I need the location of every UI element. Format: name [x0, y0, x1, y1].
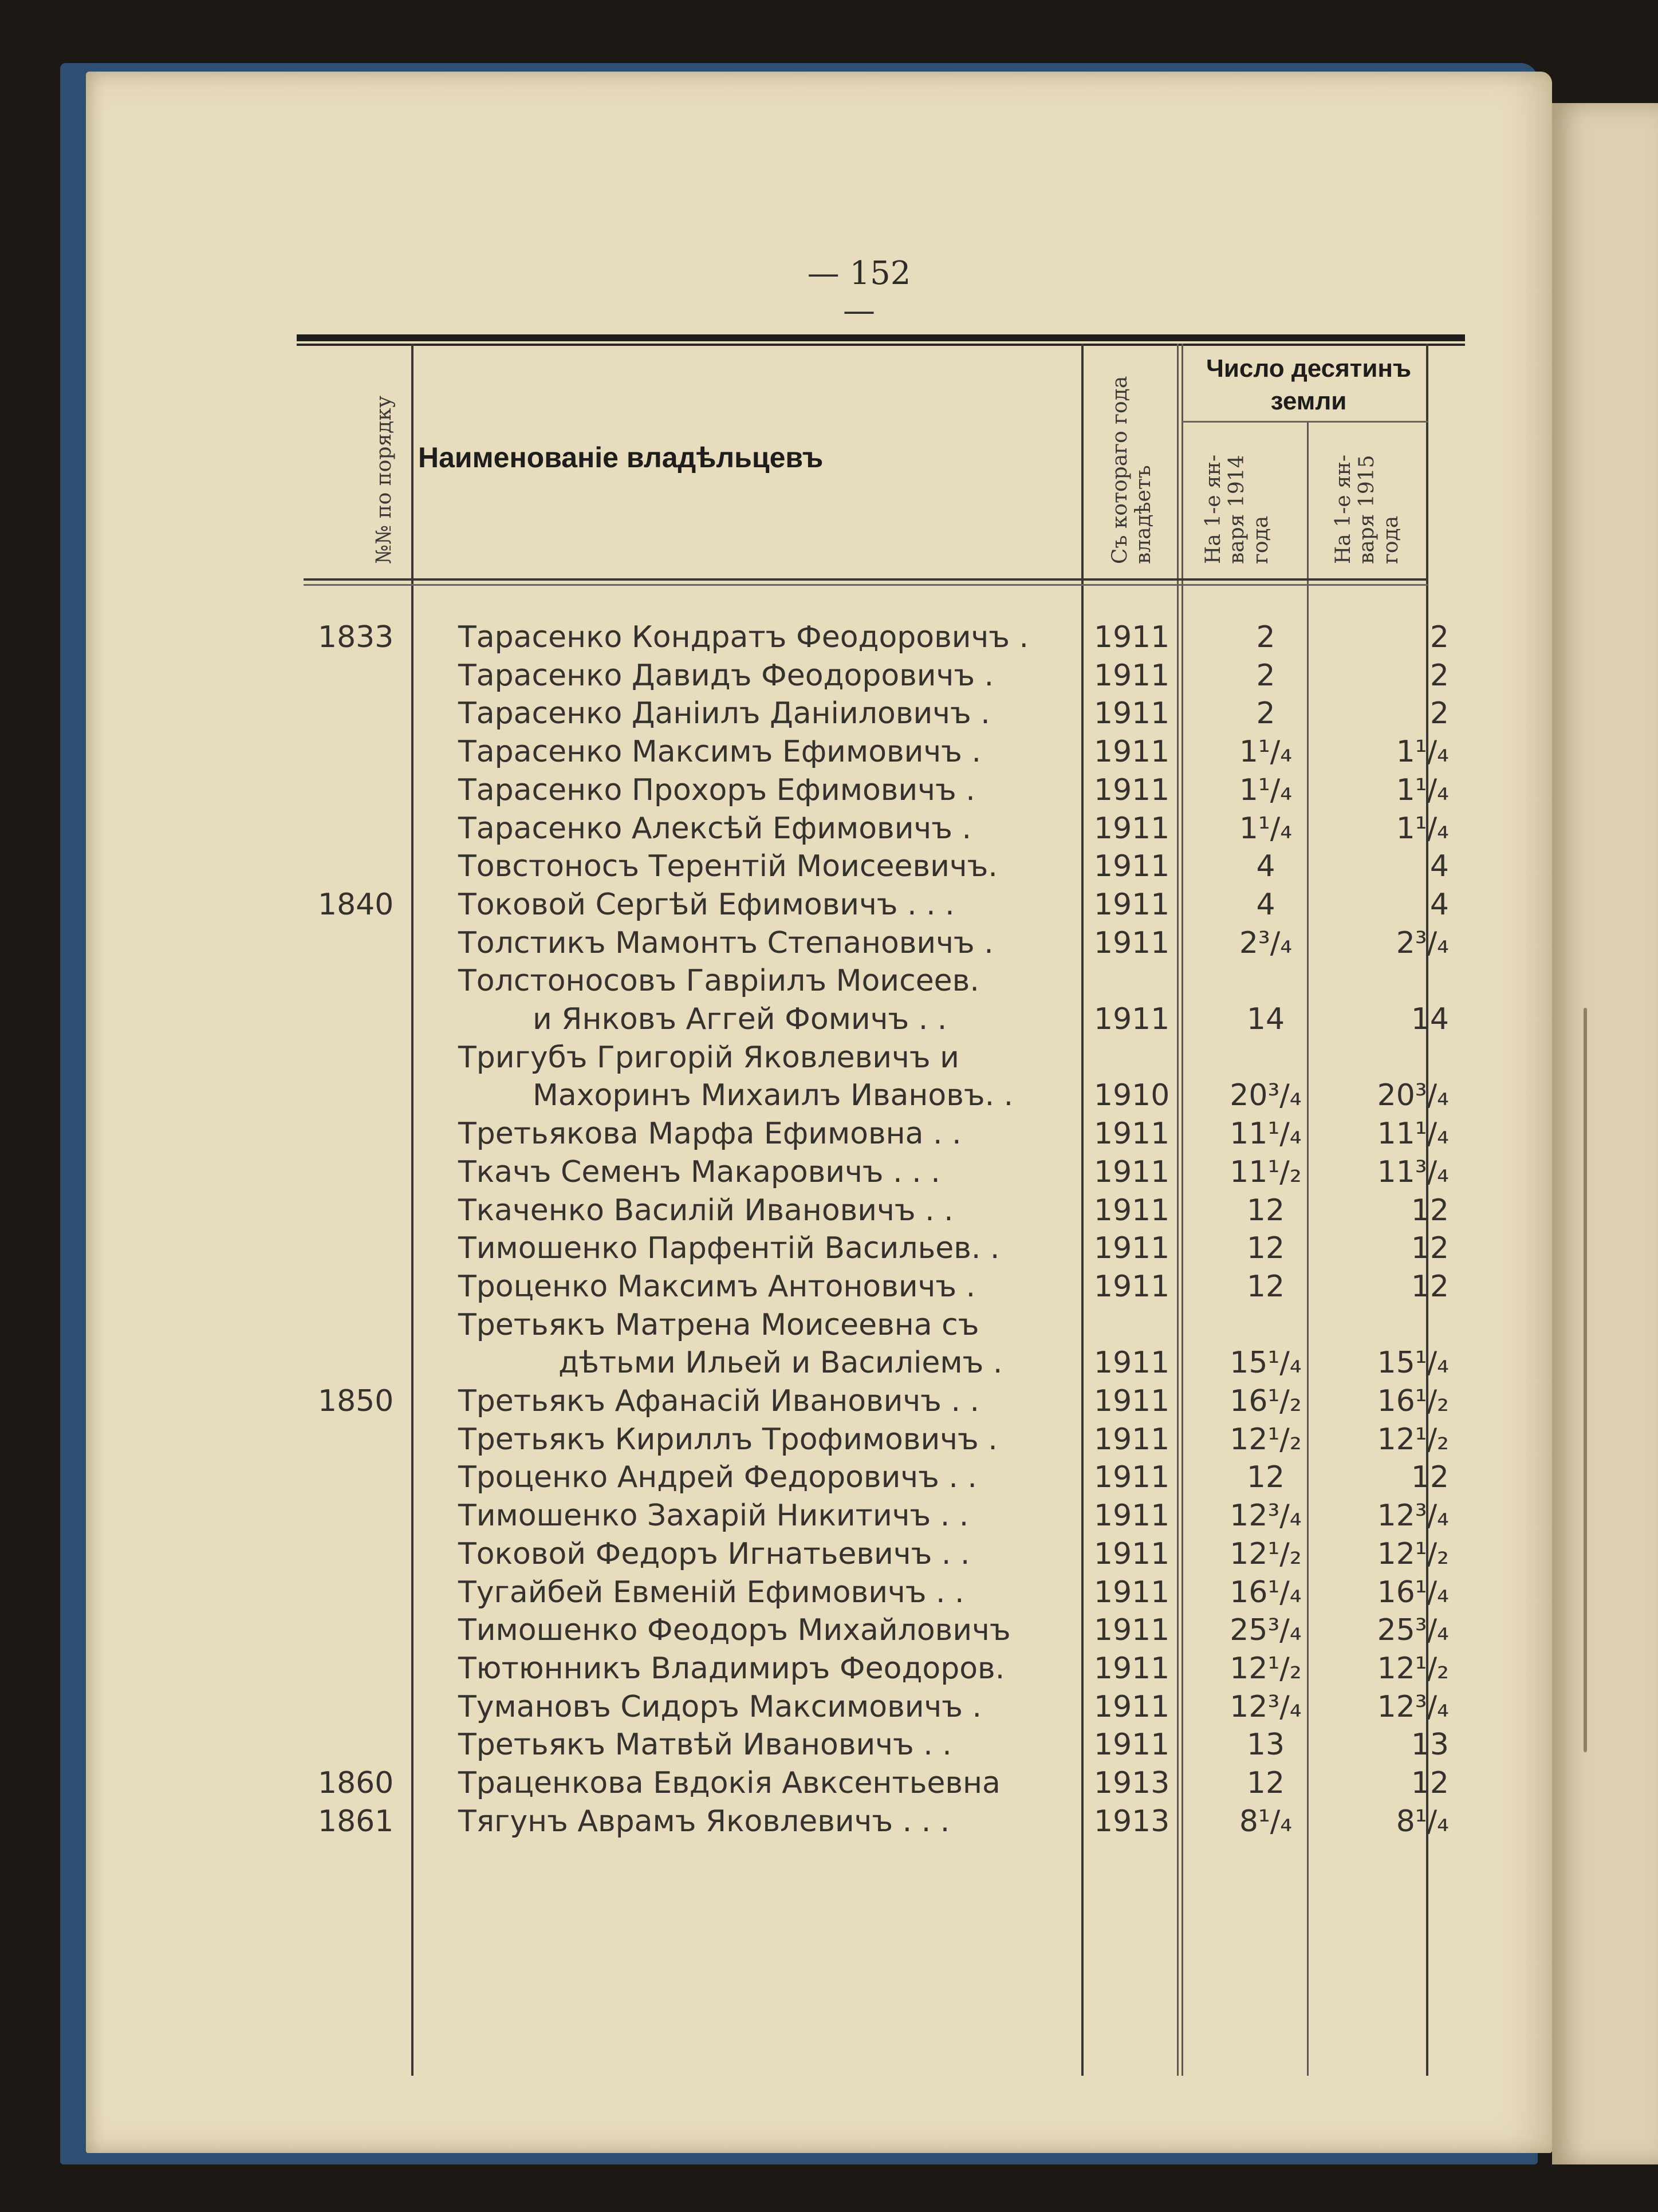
since-year: 1911 [1094, 696, 1170, 731]
table-row [0, 1611, 1466, 1649]
table-row [0, 1726, 1466, 1764]
owner-name: Тягунъ Аврамъ Яковлевичъ . . . [458, 1804, 950, 1839]
land-1914: 8¹/₄ [1239, 1804, 1293, 1839]
table-row [0, 1268, 1466, 1306]
owner-name: Ткаченко Василій Ивановичъ . . [458, 1193, 954, 1228]
land-1914: 2 [1256, 658, 1275, 693]
owner-name: Третьякъ Кириллъ Трофимовичъ . [458, 1422, 998, 1457]
land-1915: 4 [1429, 887, 1449, 922]
land-1914: 12³/₄ [1230, 1689, 1302, 1724]
owner-name: Махоринъ Михаилъ Ивановъ. . [533, 1078, 1014, 1113]
table-row [0, 1458, 1466, 1496]
land-1914: 2 [1256, 696, 1275, 731]
since-year: 1913 [1094, 1766, 1170, 1800]
land-1915: 12³/₄ [1377, 1689, 1449, 1724]
land-1915: 12 [1411, 1766, 1449, 1800]
land-1914: 25³/₄ [1230, 1613, 1302, 1648]
header-land-line1: Число десятинъ [1206, 354, 1412, 383]
land-1914: 1¹/₄ [1239, 772, 1293, 807]
table-row [0, 733, 1466, 771]
table-row [0, 1421, 1466, 1458]
land-1915: 8¹/₄ [1396, 1804, 1449, 1839]
land-1914: 12¹/₂ [1230, 1651, 1302, 1686]
table-row [0, 886, 1466, 924]
header-land-1914 [1202, 455, 1273, 564]
table-row [0, 1535, 1466, 1573]
owner-name: Ткачъ Семенъ Макаровичъ . . . [458, 1154, 940, 1189]
owner-name: Толстикъ Мамонтъ Степановичъ . [458, 925, 994, 960]
land-1915: 16¹/₄ [1377, 1575, 1449, 1610]
header-land-1915 [1332, 455, 1403, 564]
owner-name: Третьякъ Матрена Моисеевна съ [458, 1307, 979, 1342]
since-year: 1911 [1094, 735, 1170, 770]
owner-name: Троценко Андрей Федоровичъ . . [458, 1460, 977, 1495]
since-year: 1911 [1094, 772, 1170, 807]
since-year: 1911 [1094, 1422, 1170, 1457]
owner-name: Тугайбей Евменій Ефимовичъ . . [458, 1575, 964, 1610]
land-1914: 4 [1256, 887, 1275, 922]
since-year: 1911 [1094, 1689, 1170, 1724]
table-row [0, 924, 1466, 962]
land-1915: 2 [1429, 696, 1449, 731]
land-1914: 20³/₄ [1230, 1078, 1302, 1113]
land-1915: 12¹/₂ [1377, 1422, 1449, 1457]
table-row [0, 1574, 1466, 1611]
header-bottom-rule [304, 578, 1428, 581]
land-1915: 16¹/₂ [1377, 1384, 1449, 1418]
land-1914: 12 [1246, 1460, 1285, 1495]
land-1914: 16¹/₄ [1230, 1575, 1302, 1610]
since-year: 1911 [1094, 1193, 1170, 1228]
header-1914-line1: На 1-е ян- [1202, 455, 1225, 564]
since-year: 1911 [1094, 887, 1170, 922]
owner-name: и Янковъ Аггей Фомичъ . . [533, 1002, 947, 1036]
owner-name: Токовой Федоръ Игнатьевичъ . . [458, 1536, 970, 1571]
row-number: 1860 [318, 1766, 394, 1800]
owner-name: Третьякова Марфа Ефимовна . . [458, 1117, 962, 1152]
land-1914: 2 [1256, 620, 1275, 654]
table-row [0, 1650, 1466, 1687]
table-row [0, 1764, 1466, 1802]
land-1914: 12¹/₂ [1230, 1536, 1302, 1571]
land-1914: 12 [1246, 1766, 1285, 1800]
land-1915: 1¹/₄ [1396, 772, 1449, 807]
owner-name: Тютюнникъ Владимиръ Феодоров. [458, 1651, 1005, 1686]
header-number: №№ по порядку [372, 396, 396, 564]
header-1914-line2: варя 1914 [1225, 455, 1249, 564]
facing-page [1552, 103, 1658, 2164]
land-1914: 1¹/₄ [1239, 735, 1293, 770]
since-year: 1911 [1094, 1346, 1170, 1381]
land-1915: 12 [1411, 1193, 1449, 1228]
land-1914: 1¹/₄ [1239, 811, 1293, 846]
land-1915: 15¹/₄ [1377, 1346, 1449, 1381]
row-number: 1861 [318, 1804, 394, 1839]
since-year: 1911 [1094, 1728, 1170, 1762]
land-1914: 13 [1246, 1728, 1285, 1762]
since-year: 1911 [1094, 1536, 1170, 1571]
land-1914: 11¹/₂ [1230, 1154, 1302, 1189]
header-bottom-rule-thin [304, 584, 1428, 586]
owner-name: Тимошенко Феодоръ Михайловичъ [458, 1613, 1011, 1648]
owner-name: Тарасенко Максимъ Ефимовичъ . [458, 735, 981, 770]
table-row [0, 1077, 1466, 1114]
table-row [0, 1803, 1466, 1840]
land-1914: 12³/₄ [1230, 1499, 1302, 1533]
header-since [1108, 376, 1156, 564]
land-1915: 4 [1429, 849, 1449, 884]
since-year: 1911 [1094, 1117, 1170, 1152]
since-year: 1913 [1094, 1804, 1170, 1839]
owner-name: Троценко Максимъ Антоновичъ . [458, 1269, 976, 1304]
land-1915: 12¹/₂ [1377, 1536, 1449, 1571]
row-number: 1833 [318, 620, 394, 654]
land-1915: 13 [1411, 1728, 1449, 1762]
since-year: 1911 [1094, 1613, 1170, 1648]
since-year: 1911 [1094, 620, 1170, 654]
land-1915: 25³/₄ [1377, 1613, 1449, 1648]
since-year: 1911 [1094, 658, 1170, 693]
owner-name: Тарасенко Прохоръ Ефимовичъ . [458, 772, 975, 807]
page-number: — 152 — [807, 255, 911, 329]
land-1914: 12 [1246, 1269, 1285, 1304]
table-row [0, 695, 1466, 732]
owner-name: Тарасенко Кондратъ Феодоровичъ . [458, 620, 1029, 654]
table-row [0, 1306, 1466, 1344]
table-row [0, 1688, 1466, 1726]
owner-name: Тумановъ Сидоръ Максимовичъ . [458, 1689, 982, 1724]
since-year: 1911 [1094, 1651, 1170, 1686]
table-row [0, 1000, 1466, 1038]
land-1915: 2 [1429, 658, 1449, 693]
page-edge [1584, 1008, 1587, 1752]
table-row [0, 1039, 1466, 1077]
table-row [0, 810, 1466, 847]
row-number: 1850 [318, 1384, 394, 1418]
since-year: 1911 [1094, 1269, 1170, 1304]
table-row [0, 771, 1466, 809]
owner-name: Тарасенко Даніилъ Даніиловичъ . [458, 696, 990, 731]
land-1914: 15¹/₄ [1230, 1346, 1302, 1381]
table-row [0, 657, 1466, 695]
land-1914: 14 [1246, 1002, 1285, 1036]
table-row [0, 1153, 1466, 1191]
since-year: 1911 [1094, 1499, 1170, 1533]
land-1915: 1¹/₄ [1396, 811, 1449, 846]
since-year: 1911 [1094, 1460, 1170, 1495]
table-row [0, 1497, 1466, 1535]
owner-name: Тарасенко Давидъ Феодоровичъ . [458, 658, 994, 693]
land-1915: 2³/₄ [1396, 925, 1449, 960]
since-year: 1911 [1094, 1384, 1170, 1418]
land-1915: 20³/₄ [1377, 1078, 1449, 1113]
owner-name: Тимошенко Парфентій Васильев. . [458, 1231, 1000, 1266]
owner-name: Токовой Сергѣй Ефимовичъ . . . [458, 887, 955, 922]
owner-name: Толстоносовъ Гавріилъ Моисеев. [458, 964, 979, 999]
land-1914: 16¹/₂ [1230, 1384, 1302, 1418]
table-row [0, 1344, 1466, 1382]
land-1914: 12¹/₂ [1230, 1422, 1302, 1457]
since-year: 1911 [1094, 925, 1170, 960]
land-1915: 11³/₄ [1377, 1154, 1449, 1189]
since-year: 1911 [1094, 811, 1170, 846]
land-1915: 1¹/₄ [1396, 735, 1449, 770]
header-1914-line3: года [1249, 515, 1273, 564]
since-year: 1911 [1094, 849, 1170, 884]
owner-name: дѣтьми Ильей и Василіемъ . [558, 1346, 1003, 1381]
owner-name: Тарасенко Алексѣй Ефимовичъ . [458, 811, 972, 846]
header-1915-line2: варя 1915 [1355, 455, 1379, 564]
land-1914: 12 [1246, 1231, 1285, 1266]
header-1915-line3: года [1379, 515, 1403, 564]
owner-name: Тимошенко Захарій Никитичъ . . [458, 1499, 969, 1533]
table-row [0, 1115, 1466, 1153]
since-year: 1911 [1094, 1154, 1170, 1189]
since-year: 1911 [1094, 1002, 1170, 1036]
table-row [0, 962, 1466, 1000]
owner-name: Тригубъ Григорій Яковлевичъ и [458, 1040, 959, 1075]
land-1915: 12 [1411, 1231, 1449, 1266]
owner-name: Товстоносъ Терентій Моисеевичъ. [458, 849, 998, 884]
land-1915: 12¹/₂ [1377, 1651, 1449, 1686]
top-rule [297, 334, 1465, 341]
owner-name: Третьякъ Матвѣй Ивановичъ . . [458, 1728, 952, 1762]
since-year: 1911 [1094, 1575, 1170, 1610]
land-header-rule [1182, 421, 1428, 423]
since-year: 1910 [1094, 1078, 1170, 1113]
owner-name: Третьякъ Афанасій Ивановичъ . . [458, 1384, 980, 1418]
table-row [0, 1382, 1466, 1420]
land-1915: 12³/₄ [1377, 1499, 1449, 1533]
header-land-line2: земли [1270, 387, 1347, 416]
land-1915: 11¹/₄ [1377, 1117, 1449, 1152]
header-since-line2: владѣетъ [1132, 465, 1156, 564]
since-year: 1911 [1094, 1231, 1170, 1266]
land-1914: 2³/₄ [1239, 925, 1293, 960]
header-since-line1: Съ котораго года [1108, 376, 1132, 564]
land-1915: 14 [1411, 1002, 1449, 1036]
table-row [0, 1229, 1466, 1267]
row-number: 1840 [318, 887, 394, 922]
land-1915: 12 [1411, 1269, 1449, 1304]
land-1914: 4 [1256, 849, 1275, 884]
top-rule-thin [297, 344, 1465, 346]
land-1914: 11¹/₄ [1230, 1117, 1302, 1152]
land-1915: 12 [1411, 1460, 1449, 1495]
land-1914: 12 [1246, 1193, 1285, 1228]
header-1915-line1: На 1-е ян- [1332, 455, 1355, 564]
table-row [0, 618, 1466, 656]
table-row [0, 847, 1466, 885]
land-1915: 2 [1429, 620, 1449, 654]
owner-name: Траценкова Евдокія Авксентьевна [458, 1766, 1001, 1800]
table-row [0, 1192, 1466, 1229]
header-land-group [1188, 352, 1429, 417]
header-name: Наименованіе владѣльцевъ [418, 441, 824, 474]
